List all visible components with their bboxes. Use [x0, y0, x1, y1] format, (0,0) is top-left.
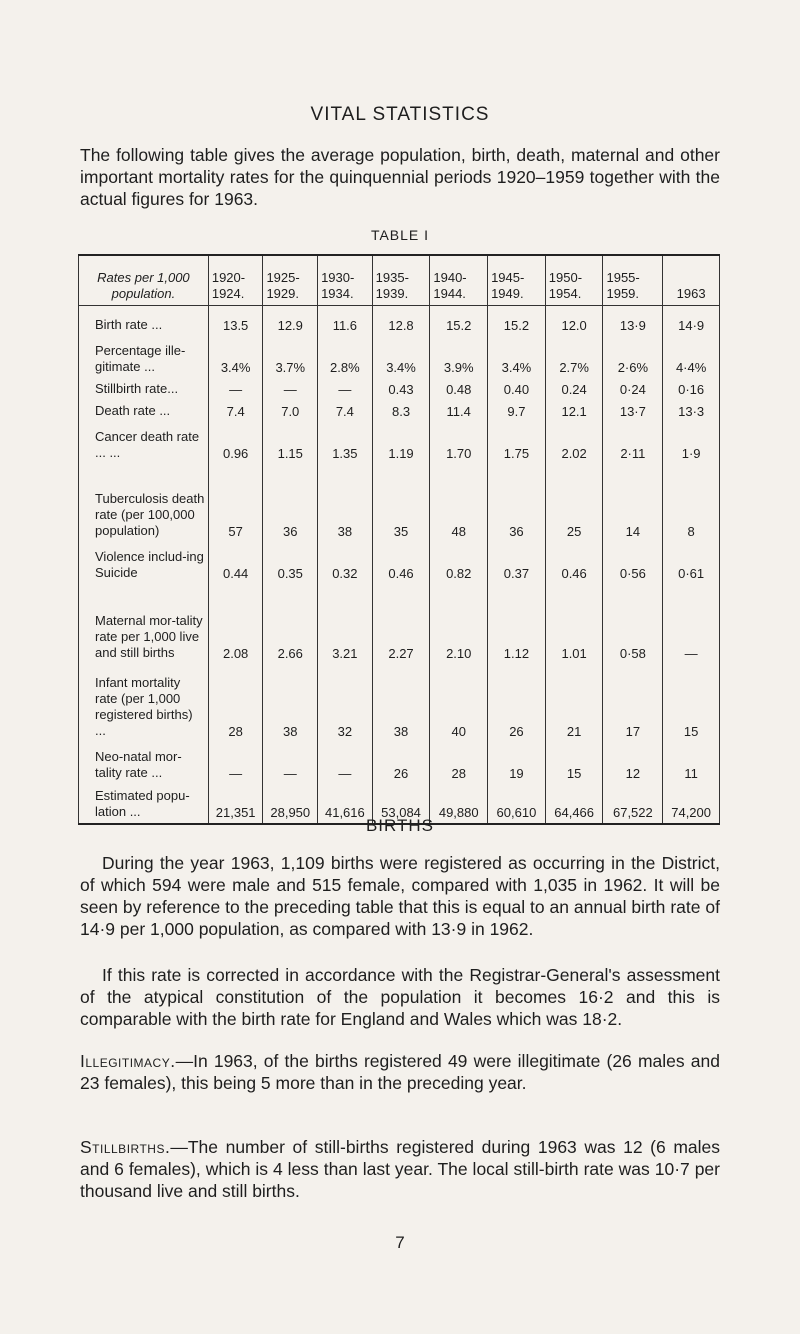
column-header: 1940-1944. [430, 255, 488, 306]
table-cell: — [208, 742, 263, 784]
table-cell: 41,616 [318, 784, 373, 824]
column-header: 1963 [663, 255, 720, 306]
table-cell: 35 [372, 464, 430, 542]
table-cell: 0·16 [663, 378, 720, 400]
table-cell: 12 [603, 742, 663, 784]
stillbirths-text: —The number of still-births registered during 1963 was 12 (6 males and 6 females), which is 4 less than last year. The local still-birth rate was 10·7 per thousand live and still births. [80, 1137, 720, 1201]
table-cell: 1.01 [545, 584, 603, 664]
table-cell: 21 [545, 664, 603, 742]
table-header-row [79, 255, 720, 306]
table-cell: 8 [663, 464, 720, 542]
table-cell: 2.08 [208, 584, 263, 664]
births-paragraph-2: If this rate is corrected in accordance with the Registrar-General's assessment of the atypical constitution of the population it becomes 16·2 and this is comparable with the birth rate for England and Wales which was 18·2. [80, 965, 720, 1029]
table-cell: 2.66 [263, 584, 318, 664]
table-cell: 57 [208, 464, 263, 542]
table-row [79, 584, 720, 664]
table-cell: 2.8% [318, 336, 373, 378]
table-cell: 0.40 [488, 378, 546, 400]
table-cell: 12.8 [372, 306, 430, 336]
illegitimacy-text: —In 1963, of the births registered 49 were illegitimate (26 males and 23 females), this being 5 more than in the preceding year. [80, 1051, 720, 1093]
column-header: 1920-1924. [208, 255, 263, 306]
births-paragraph-1: During the year 1963, 1,109 births were registered as occurring in the District, of which 594 were male and 515 female, compared with 1,035 in 1962. It will be seen by reference to the preceding table that this is equal to an annual birth rate of 14·9 per 1,000 population, as compared with 13·9 in 1962. [80, 853, 720, 939]
table-cell: 11.6 [318, 306, 373, 336]
table-cell: 28 [208, 664, 263, 742]
table-cell: 2·11 [603, 422, 663, 464]
table-cell: 38 [318, 464, 373, 542]
row-header: Rates per 1,000 population. [79, 255, 209, 306]
table-cell: 13·3 [663, 400, 720, 422]
table-cell: 0.24 [545, 378, 603, 400]
table-row [79, 664, 720, 742]
table-cell: 32 [318, 664, 373, 742]
table-cell: 15 [663, 664, 720, 742]
table-cell: 38 [263, 664, 318, 742]
row-label: Neo-natal mor-tality rate ... [79, 742, 209, 784]
table-cell: 60,610 [488, 784, 546, 824]
illegitimacy-paragraph [80, 1050, 720, 1094]
table-cell: 0·56 [603, 542, 663, 584]
row-label: Infant mortality rate (per 1,000 registered births) ... [79, 664, 209, 742]
table-cell: 36 [263, 464, 318, 542]
table-cell: 3.21 [318, 584, 373, 664]
table-row [79, 306, 720, 336]
table-cell: 1.75 [488, 422, 546, 464]
table-cell: — [263, 742, 318, 784]
table-cell: 74,200 [663, 784, 720, 824]
table-cell: 1.12 [488, 584, 546, 664]
table-cell: — [208, 378, 263, 400]
table-cell: 11.4 [430, 400, 488, 422]
stillbirths-paragraph [80, 1136, 720, 1202]
row-label: Cancer death rate ... ... [79, 422, 209, 464]
table-cell: 14·9 [663, 306, 720, 336]
table-cell: 26 [488, 664, 546, 742]
table-cell: 25 [545, 464, 603, 542]
intro-paragraph: The following table gives the average population, birth, death, maternal and other important mortality rates for the quinquennial periods 1920–1959 together with the actual figures for 1963. [80, 145, 720, 209]
table-cell: 53,084 [372, 784, 430, 824]
table-cell: 0.46 [372, 542, 430, 584]
table-cell: 1.35 [318, 422, 373, 464]
table-cell: 15 [545, 742, 603, 784]
vital-statistics-table [78, 254, 720, 825]
table-cell: 12.1 [545, 400, 603, 422]
table-cell: 36 [488, 464, 546, 542]
row-label: Estimated popu-lation ... [79, 784, 209, 824]
row-label: Percentage ille-gitimate ... [79, 336, 209, 378]
table-cell: 1·9 [663, 422, 720, 464]
table-cell: 3.9% [430, 336, 488, 378]
table-cell: 9.7 [488, 400, 546, 422]
table-row [79, 464, 720, 542]
page-number: 7 [395, 1233, 405, 1252]
table-cell: 64,466 [545, 784, 603, 824]
table-cell: — [263, 378, 318, 400]
table-cell: 0.82 [430, 542, 488, 584]
table-cell: 3.7% [263, 336, 318, 378]
table-cell: 0·58 [603, 584, 663, 664]
table-cell: 2.02 [545, 422, 603, 464]
stillbirths-label: Stillbirths. [80, 1137, 171, 1157]
table-cell: 26 [372, 742, 430, 784]
table-caption: TABLE I [370, 227, 430, 243]
table-cell: 15.2 [488, 306, 546, 336]
illegitimacy-label: Illegitimacy. [80, 1051, 176, 1071]
table-cell: 2·6% [603, 336, 663, 378]
table-cell: 1.19 [372, 422, 430, 464]
table-cell: 0.43 [372, 378, 430, 400]
table-cell: 12.0 [545, 306, 603, 336]
row-label: Death rate ... [79, 400, 209, 422]
table-cell: 67,522 [603, 784, 663, 824]
table-cell: 0.96 [208, 422, 263, 464]
table-row [79, 542, 720, 584]
table-cell: — [663, 584, 720, 664]
table-cell: 40 [430, 664, 488, 742]
table-cell: 0.46 [545, 542, 603, 584]
table-cell: 0.32 [318, 542, 373, 584]
column-header: 1955-1959. [603, 255, 663, 306]
row-label: Stillbirth rate... [79, 378, 209, 400]
table-cell: 7.4 [318, 400, 373, 422]
table-cell: 13.5 [208, 306, 263, 336]
row-label: Maternal mor-tality rate per 1,000 live and still births [79, 584, 209, 664]
table-cell: 19 [488, 742, 546, 784]
table-cell: 0·24 [603, 378, 663, 400]
row-label: Violence includ-ing Suicide [79, 542, 209, 584]
row-label: Birth rate ... [79, 306, 209, 336]
table-cell: 8.3 [372, 400, 430, 422]
table-cell: 28,950 [263, 784, 318, 824]
page-title: VITAL STATISTICS [310, 104, 490, 125]
table-cell: 38 [372, 664, 430, 742]
column-header: 1945-1949. [488, 255, 546, 306]
table-row [79, 378, 720, 400]
table-cell: 17 [603, 664, 663, 742]
column-header: 1930-1934. [318, 255, 373, 306]
table-cell: 13·7 [603, 400, 663, 422]
table-cell: 0.37 [488, 542, 546, 584]
table-cell: 0.44 [208, 542, 263, 584]
table-cell: 7.0 [263, 400, 318, 422]
table-cell: 7.4 [208, 400, 263, 422]
table-cell: 0.48 [430, 378, 488, 400]
table-row [79, 422, 720, 464]
table-cell: 1.70 [430, 422, 488, 464]
table-cell: — [318, 378, 373, 400]
table-cell: 3.4% [372, 336, 430, 378]
table-cell: 15.2 [430, 306, 488, 336]
births-heading: BIRTHS [365, 816, 435, 835]
column-header: 1950-1954. [545, 255, 603, 306]
table-cell: — [318, 742, 373, 784]
column-header: 1935-1939. [372, 255, 430, 306]
table-cell: 11 [663, 742, 720, 784]
table-cell: 2.27 [372, 584, 430, 664]
table-cell: 1.15 [263, 422, 318, 464]
table-cell: 13·9 [603, 306, 663, 336]
table-cell: 2.7% [545, 336, 603, 378]
table-row [79, 400, 720, 422]
table-cell: 48 [430, 464, 488, 542]
table-cell: 28 [430, 742, 488, 784]
table-cell: 2.10 [430, 584, 488, 664]
table-cell: 4·4% [663, 336, 720, 378]
table-cell: 0.35 [263, 542, 318, 584]
table-cell: 3.4% [208, 336, 263, 378]
table-row [79, 742, 720, 784]
table-cell: 0·61 [663, 542, 720, 584]
table-cell: 21,351 [208, 784, 263, 824]
table-cell: 14 [603, 464, 663, 542]
table-cell: 3.4% [488, 336, 546, 378]
table-cell: 12.9 [263, 306, 318, 336]
table-row [79, 336, 720, 378]
row-label: Tuberculosis death rate (per 100,000 population) [79, 464, 209, 542]
column-header: 1925-1929. [263, 255, 318, 306]
table-cell: 49,880 [430, 784, 488, 824]
